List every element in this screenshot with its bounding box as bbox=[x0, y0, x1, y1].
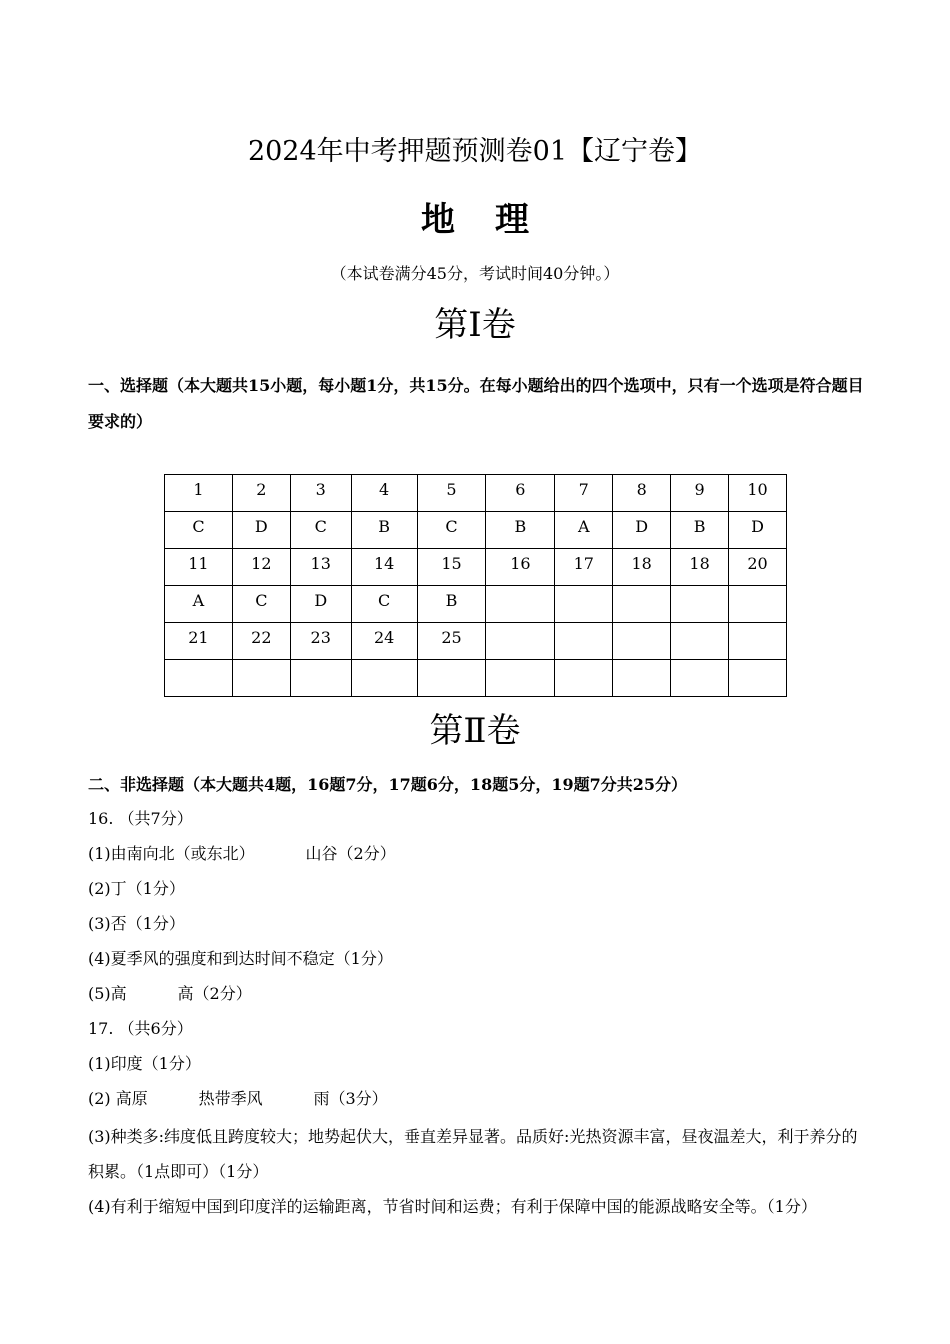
answer-table-cell bbox=[729, 660, 787, 697]
answer-table-row bbox=[165, 660, 787, 697]
answer-table-cell: B bbox=[417, 586, 486, 623]
answer-table-cell: 8 bbox=[613, 475, 671, 512]
answer-table-cell bbox=[232, 660, 290, 697]
answer-table-cell: 5 bbox=[417, 475, 486, 512]
answer-table-cell: 24 bbox=[351, 623, 417, 660]
answer-line: (4)夏季风的强度和到达时间不稳定（1分） bbox=[88, 949, 393, 968]
answer-table-cell: 20 bbox=[729, 549, 787, 586]
answer-table-cell bbox=[555, 623, 613, 660]
answer-line: 16. （共7分） bbox=[88, 809, 193, 828]
exam-title: 2024年中考押题预测卷01【辽宁卷】 bbox=[247, 136, 703, 167]
answer-table-cell: 16 bbox=[486, 549, 555, 586]
answer-table-cell bbox=[613, 660, 671, 697]
answer-table-cell: 12 bbox=[232, 549, 290, 586]
answer-table-row bbox=[165, 549, 787, 586]
answer-paragraph: (4)有利于缩短中国到印度洋的运输距离，节省时间和运费；有利于保障中国的能源战略安全等。（1分） bbox=[88, 1197, 817, 1216]
answer-table-cell bbox=[486, 586, 555, 623]
answer-table-cell: 13 bbox=[290, 549, 351, 586]
answer-table-cell: D bbox=[613, 512, 671, 549]
answer-table-cell bbox=[165, 660, 233, 697]
answer-table-cell: C bbox=[290, 512, 351, 549]
subject-title: 地理 bbox=[421, 200, 569, 240]
answer-table-cell bbox=[486, 623, 555, 660]
answer-table-cell: C bbox=[417, 512, 486, 549]
answer-table-cell: C bbox=[232, 586, 290, 623]
answer-table-cell: 18 bbox=[613, 549, 671, 586]
answer-table-cell: 21 bbox=[165, 623, 233, 660]
answer-table-cell bbox=[555, 660, 613, 697]
answer-table-cell: 18 bbox=[671, 549, 729, 586]
answer-table-cell: 2 bbox=[232, 475, 290, 512]
answer-table-cell bbox=[555, 586, 613, 623]
answer-table-cell bbox=[486, 660, 555, 697]
answer-table-cell: 14 bbox=[351, 549, 417, 586]
answer-table-cell bbox=[613, 586, 671, 623]
answer-table-cell: D bbox=[729, 512, 787, 549]
answer-table-cell: D bbox=[290, 586, 351, 623]
answer-paragraph: (3)种类多:纬度低且跨度较大；地势起伏大，垂直差异显著。品质好:光热资源丰富，昼夜温差大，利于养分的积累。（1点即可）（1分） bbox=[88, 1127, 858, 1181]
answer-table-row bbox=[165, 512, 787, 549]
answer-table-cell: B bbox=[486, 512, 555, 549]
answer-line: (1)由南向北（或东北） 山谷（2分） bbox=[88, 844, 396, 863]
answer-line: (2)丁（1分） bbox=[88, 879, 185, 898]
answer-line: 17. （共6分） bbox=[88, 1019, 193, 1038]
answer-table-cell bbox=[417, 660, 486, 697]
answer-table-cell: A bbox=[165, 586, 233, 623]
answer-table-cell: 10 bbox=[729, 475, 787, 512]
answer-table-cell bbox=[671, 660, 729, 697]
part2-label: 第Ⅱ卷 bbox=[429, 711, 521, 751]
answer-table-row bbox=[165, 475, 787, 512]
answer-line: (3)否（1分） bbox=[88, 914, 185, 933]
answer-table-cell: 3 bbox=[290, 475, 351, 512]
answer-table-cell bbox=[671, 623, 729, 660]
part2-instruction: 二、非选择题（本大题共4题，16题7分，17题6分，18题5分，19题7分共25分） bbox=[88, 775, 687, 794]
part1-instruction: 一、选择题（本大题共15小题，每小题1分，共15分。在每小题给出的四个选项中，只有一个选项是符合题目要求的） bbox=[88, 376, 864, 431]
answer-line: (1)印度（1分） bbox=[88, 1054, 201, 1073]
answer-table-cell: C bbox=[165, 512, 233, 549]
answer-table-cell: 6 bbox=[486, 475, 555, 512]
answer-table-cell: B bbox=[351, 512, 417, 549]
answer-table-cell: 9 bbox=[671, 475, 729, 512]
answer-table-cell bbox=[613, 623, 671, 660]
answer-table-cell bbox=[290, 660, 351, 697]
answer-table-cell: B bbox=[671, 512, 729, 549]
answer-table-cell: 17 bbox=[555, 549, 613, 586]
part1-label: 第Ⅰ卷 bbox=[434, 305, 516, 345]
answer-table-cell: D bbox=[232, 512, 290, 549]
answer-table-cell bbox=[729, 586, 787, 623]
answer-table-cell: 4 bbox=[351, 475, 417, 512]
answer-table-cell: 25 bbox=[417, 623, 486, 660]
answer-table-cell bbox=[351, 660, 417, 697]
answer-table-row bbox=[165, 586, 787, 623]
exam-note: （本试卷满分45分，考试时间40分钟。） bbox=[330, 264, 620, 283]
answer-table-cell bbox=[729, 623, 787, 660]
answer-line: (5)高 高（2分） bbox=[88, 984, 252, 1003]
answer-table-cell: 15 bbox=[417, 549, 486, 586]
answer-table-cell: A bbox=[555, 512, 613, 549]
answer-table-cell: 11 bbox=[165, 549, 233, 586]
answer-table-cell bbox=[671, 586, 729, 623]
answer-table-cell: 23 bbox=[290, 623, 351, 660]
answer-table-cell: 7 bbox=[555, 475, 613, 512]
answer-table-cell: 1 bbox=[165, 475, 233, 512]
answer-table-row bbox=[165, 623, 787, 660]
answer-table-cell: C bbox=[351, 586, 417, 623]
answer-line: (2) 高原 热带季风 雨（3分） bbox=[88, 1089, 388, 1108]
answer-table bbox=[164, 474, 787, 697]
answer-table-cell: 22 bbox=[232, 623, 290, 660]
